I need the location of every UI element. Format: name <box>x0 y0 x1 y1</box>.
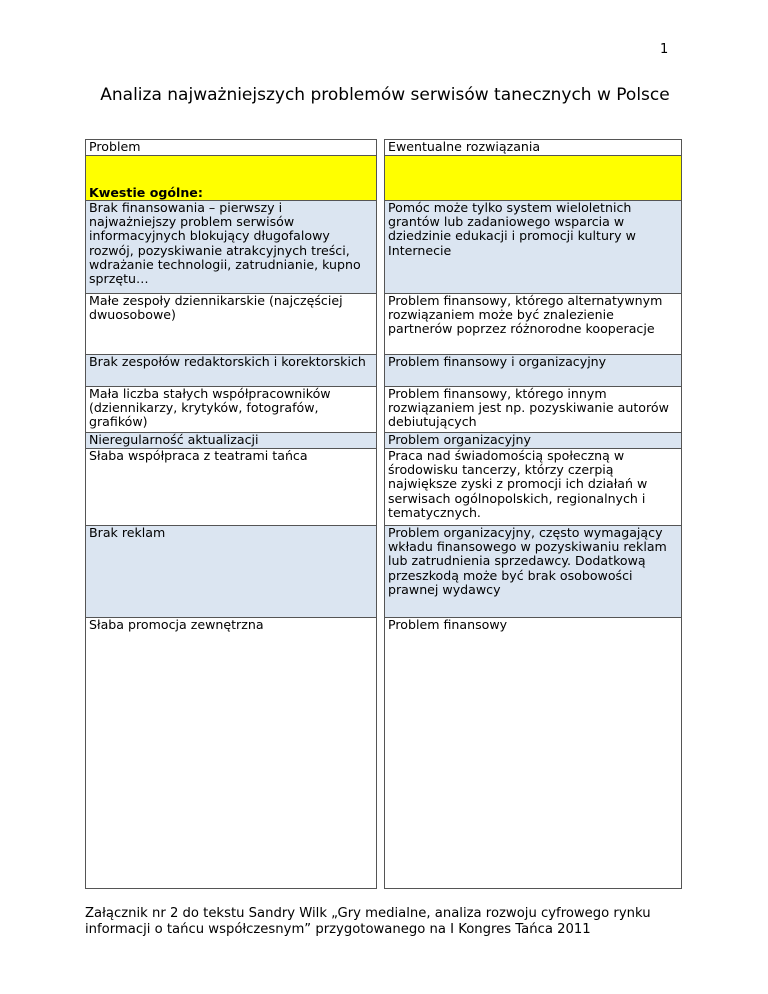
section-label: Kwestie ogólne: <box>89 184 203 200</box>
solution-cell: Problem organizacyjny <box>385 433 682 449</box>
solution-cell: Problem organizacyjny, często wymagający wkładu finansowego w pozyskiwaniu reklam lub zatrudnienia sprzedawcy. Dodatkową przeszkodą może być brak osobowości prawnej wydawcy <box>385 526 682 618</box>
problem-cell: Brak reklam <box>86 526 377 618</box>
table-row <box>86 618 682 889</box>
document-title: Analiza najważniejszych problemów serwisów tanecznych w Polsce <box>100 85 670 105</box>
footnote: Załącznik nr 2 do tekstu Sandry Wilk „Gry medialne, analiza rozwoju cyfrowego rynku informacji o tańcu współczesnym” przygotowanego na I Kongres Tańca 2011 <box>85 906 651 937</box>
header-problem: Problem <box>86 140 377 156</box>
problem-cell: Małe zespoły dziennikarskie (najczęściej dwuosobowe) <box>86 294 377 355</box>
solution-cell: Problem finansowy, którego alternatywnym rozwiązaniem może być znalezienie partnerów poprzez różnorodne kooperacje <box>385 294 682 355</box>
problem-cell: Brak zespołów redaktorskich i korektorskich <box>86 355 377 387</box>
solution-cell: Problem finansowy i organizacyjny <box>385 355 682 387</box>
table-row <box>86 449 682 526</box>
solution-cell: Problem finansowy <box>385 618 682 889</box>
problem-cell: Nieregularność aktualizacji <box>86 433 377 449</box>
solution-cell: Praca nad świadomością społeczną w środowisku tancerzy, którzy czerpią największe zyski z promocji ich działań w serwisach ogólnopolskich, regionalnych i tematycznych. <box>385 449 682 526</box>
problem-cell: Słaba współpraca z teatrami tańca <box>86 449 377 526</box>
problem-cell: Słaba promocja zewnętrzna <box>86 618 377 889</box>
header-solutions: Ewentualne rozwiązania <box>385 140 682 156</box>
problems-table <box>85 139 682 889</box>
table-row <box>86 387 682 433</box>
solution-cell: Pomóc może tylko system wieloletnich grantów lub zadaniowego wsparcia w dziedzinie edukacji i promocji kultury w Internecie <box>385 201 682 294</box>
solution-cell: Problem finansowy, którego innym rozwiązaniem jest np. pozyskiwanie autorów debiutujących <box>385 387 682 433</box>
page-number: 1 <box>660 42 669 57</box>
table-row <box>86 433 682 449</box>
section-row <box>86 156 682 201</box>
table-row <box>86 294 682 355</box>
table-row <box>86 201 682 294</box>
table-row <box>86 526 682 618</box>
problem-cell: Brak finansowania – pierwszy i najważniejszy problem serwisów informacyjnych blokujący długofalowy rozwój, pozyskiwanie atrakcyjnych treści, wdrażanie technologii, zatrudnianie, kupno sprzętu… <box>86 201 377 294</box>
table-header-row <box>86 140 682 156</box>
table-row <box>86 355 682 387</box>
problem-cell: Mała liczba stałych współpracowników (dziennikarzy, krytyków, fotografów, grafików) <box>86 387 377 433</box>
